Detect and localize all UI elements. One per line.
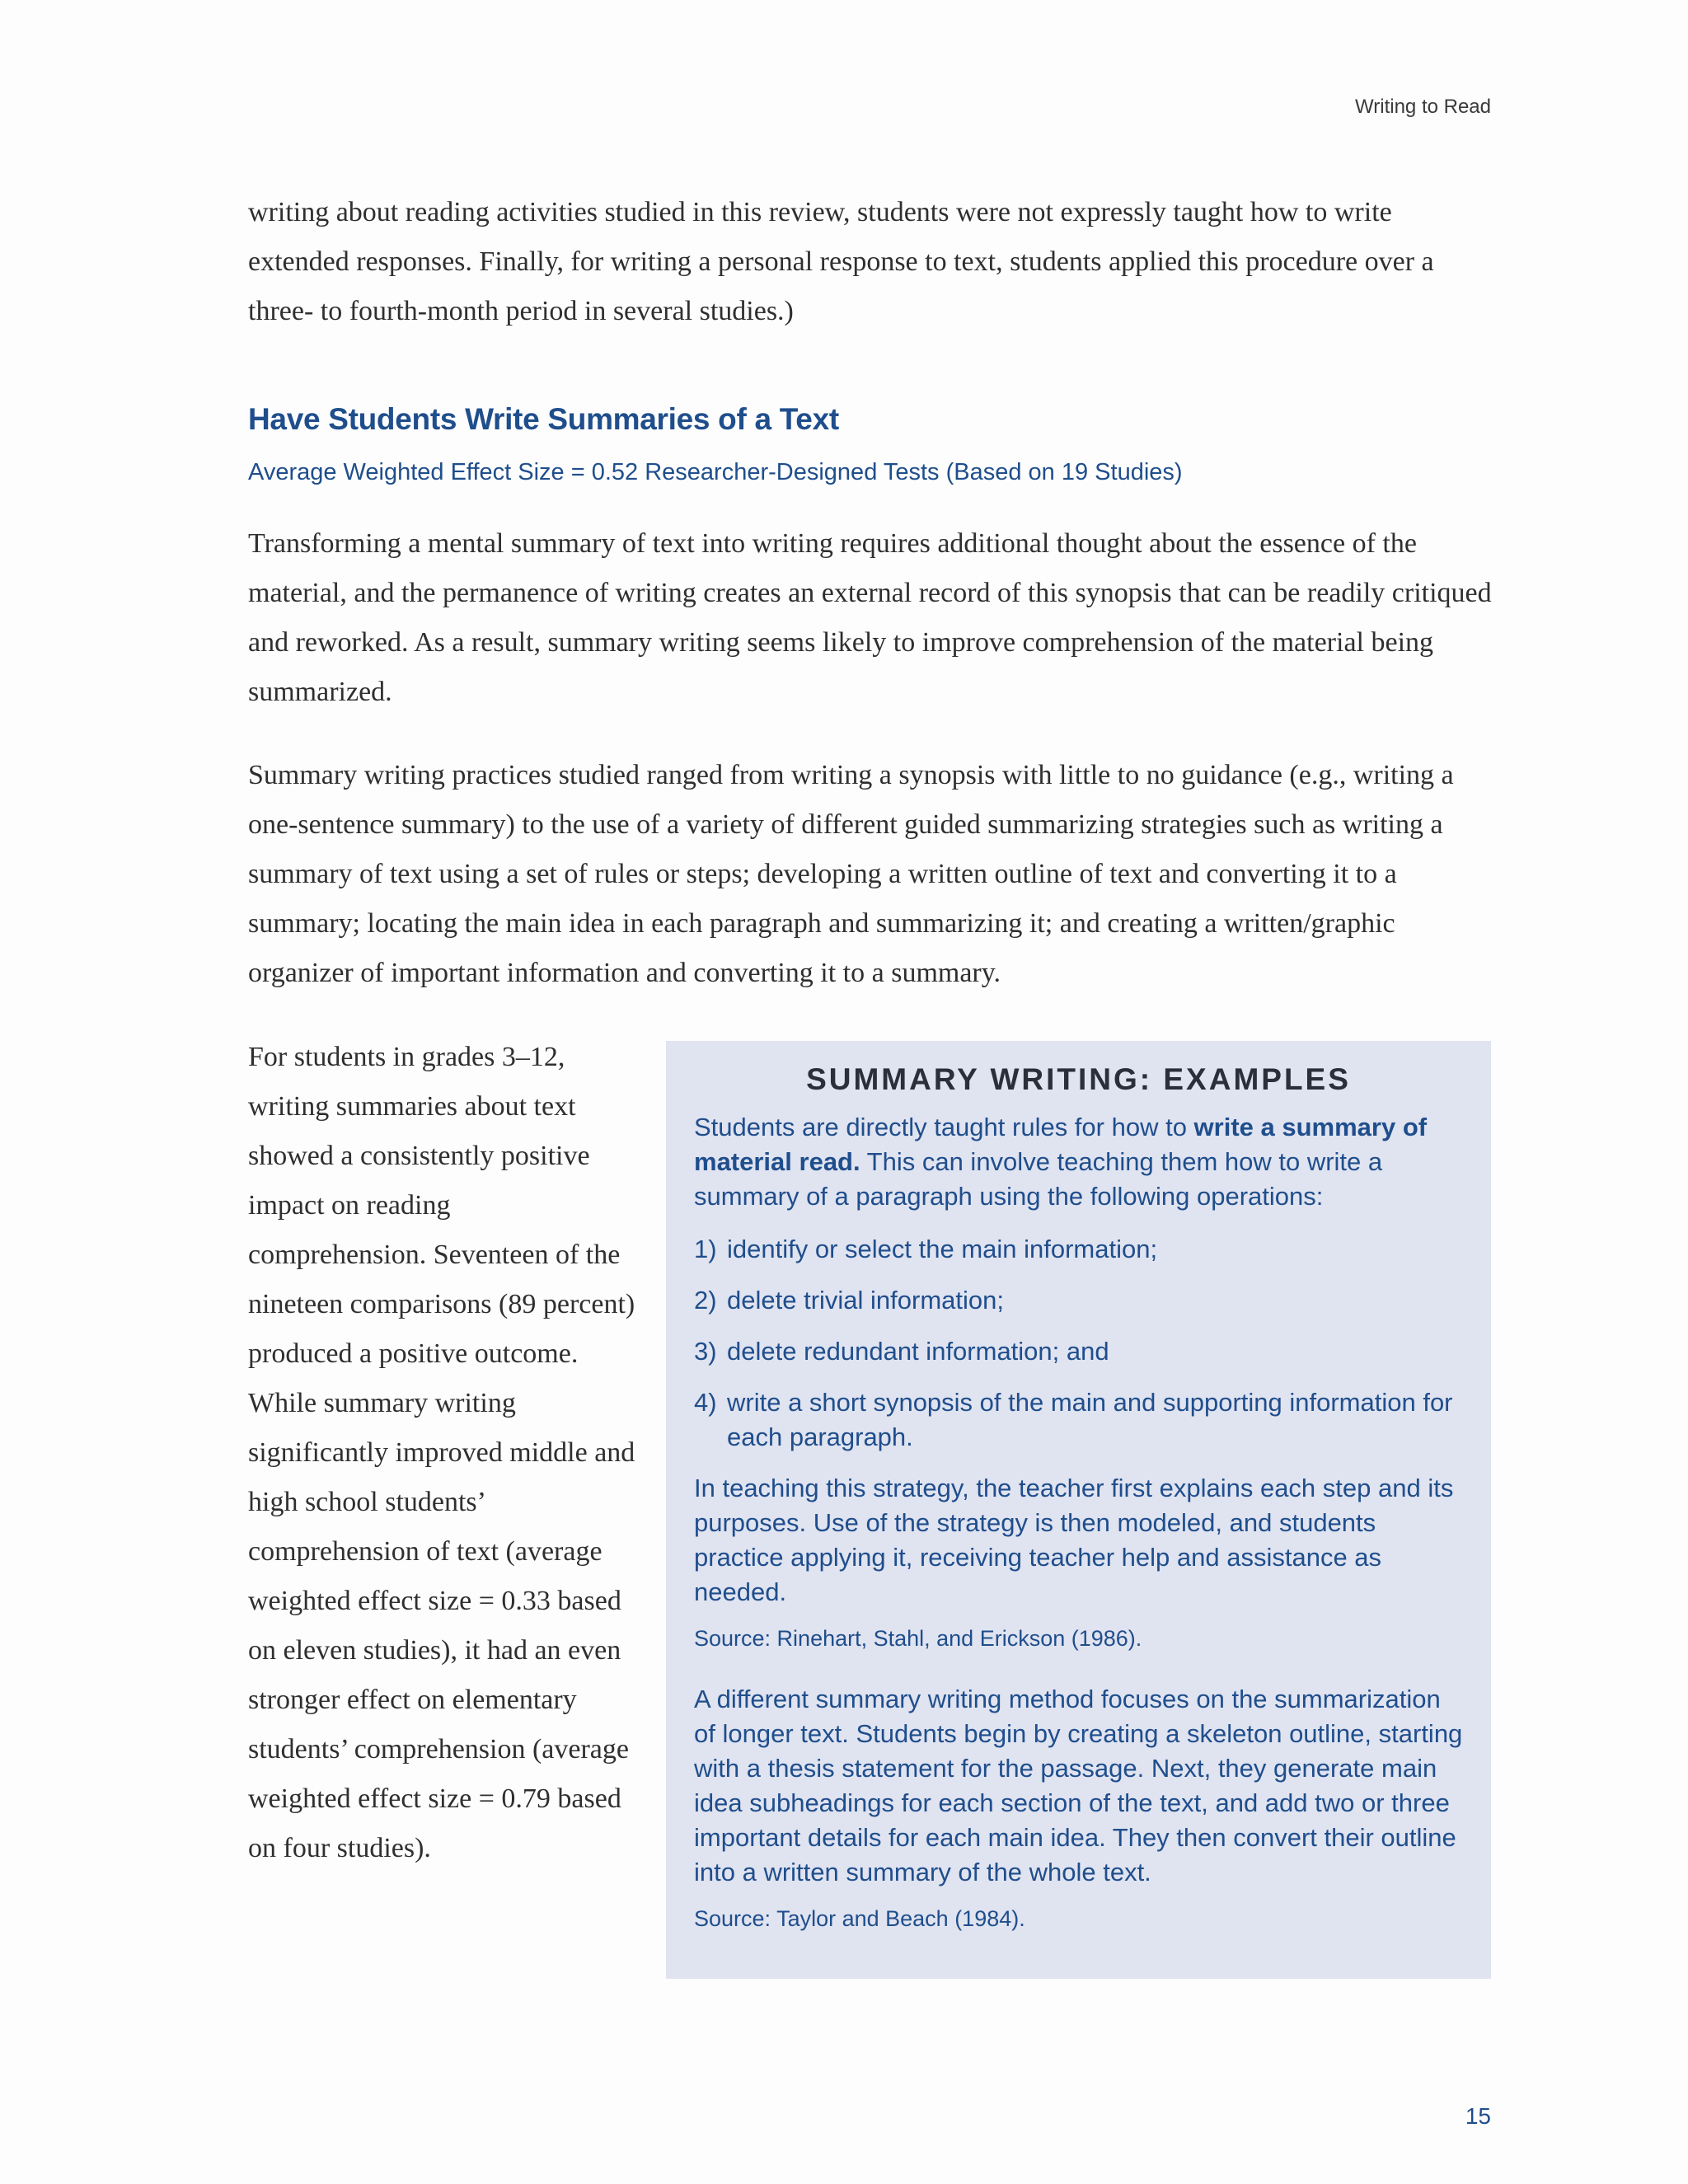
- effect-size-line: Average Weighted Effect Size = 0.52 Researcher-Designed Tests (Based on 19 Studies): [248, 459, 1183, 485]
- callout-steps-list: [694, 1232, 1463, 1455]
- step-text: write a short synopsis of the main and supporting information for each paragraph.: [727, 1388, 1453, 1451]
- callout-intro-lead: Students are directly taught rules for how to: [694, 1113, 1194, 1141]
- callout-intro: [694, 1110, 1463, 1214]
- section-title: Have Students Write Summaries of a Text: [248, 402, 839, 436]
- callout-method-paragraph: A different summary writing method focuses on the summarization of longer text. Students begin by creating a skeleton outline, starting with a thesis statement for the passage. Next, they generate main idea subheadings for each section of the text, and add two or three important details for each main idea. They then convert their outline into a written summary of the whole text.: [694, 1685, 1463, 1886]
- list-item: [694, 1232, 1463, 1267]
- step-number: 1): [694, 1235, 717, 1263]
- step-text: delete redundant information; and: [727, 1337, 1109, 1366]
- summary-examples-callout: [666, 1041, 1491, 1979]
- body-paragraph-transforming: Transforming a mental summary of text into writing requires additional thought about the essence of the material, and the permanence of writing creates an external record of this synopsis that can be readily critiqued and reworked. As a result, summary writing seems likely to improve comprehension of the material being summarized.: [248, 528, 1492, 707]
- callout-intro-bold: write a summary of material read.: [694, 1113, 1428, 1176]
- step-number: 3): [694, 1337, 717, 1366]
- callout-source-1: Source: Rinehart, Stahl, and Erickson (1986).: [694, 1626, 1142, 1651]
- list-item: [694, 1334, 1463, 1369]
- step-number: 2): [694, 1286, 717, 1315]
- callout-title: SUMMARY WRITING: EXAMPLES: [806, 1062, 1351, 1096]
- callout-source-2: Source: Taylor and Beach (1984).: [694, 1906, 1025, 1931]
- intro-paragraph: writing about reading activities studied in this review, students were not expressly taught how to write extended responses. Finally, for writing a personal response to text, students applied this procedure over a three- to fourth-month period in several studies.): [248, 197, 1434, 326]
- list-item: [694, 1385, 1463, 1455]
- running-head: Writing to Read: [1355, 96, 1491, 118]
- sidebar-paragraph: For students in grades 3–12, writing summaries about text showed a consistently positive impact on reading comprehension. Seventeen of the nineteen comparisons (89 percent) produced a positive outcome. While summary writing significantly improved middle and high school students’ comprehension of text (average weighted effect size = 0.33 based on eleven studies), it had an even stronger effect on elementary students’ comprehension (average weighted effect size = 0.79 based on four studies).: [248, 1042, 635, 1863]
- list-item: [694, 1283, 1463, 1318]
- page-number: 15: [1465, 2103, 1491, 2129]
- step-text: identify or select the main information;: [727, 1235, 1158, 1263]
- step-text: delete trivial information;: [727, 1286, 1004, 1315]
- step-number: 4): [694, 1388, 717, 1417]
- body-paragraph-practices: Summary writing practices studied ranged from writing a synopsis with little to no guidance (e.g., writing a one-sentence summary) to the use of a variety of different guided summarizing strategies such as writing a summary of text using a set of rules or steps; developing a written outline of text and converting it to a summary; locating the main idea in each paragraph and summarizing it; and creating a written/graphic organizer of important information and converting it to a summary.: [248, 760, 1454, 988]
- callout-teaching-paragraph: In teaching this strategy, the teacher first explains each step and its purposes. Use of the strategy is then modeled, and students practice applying it, receiving teacher help and assistance as needed.: [694, 1474, 1454, 1606]
- callout-intro-rest: This can involve teaching them how to write a summary of a paragraph using the following operations:: [694, 1147, 1383, 1211]
